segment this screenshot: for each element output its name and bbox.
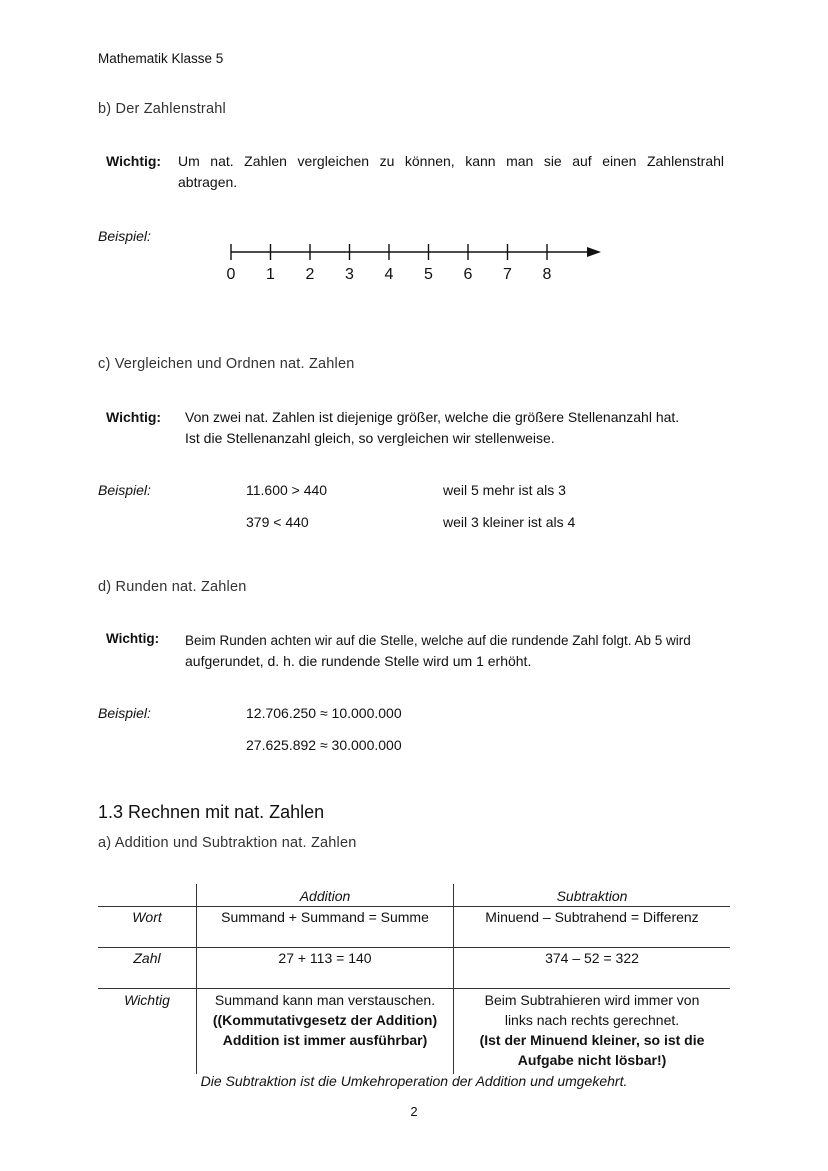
example-d1: 12.706.250 ≈ 10.000.000 <box>246 705 402 721</box>
wichtig-text-b-line2: abtragen. <box>178 174 238 190</box>
add-note-line2: ((Kommutativgesetz der Addition) <box>212 1012 438 1028</box>
sub-note-line2: links nach rechts gerechnet. <box>504 1012 680 1028</box>
sub-note-line3: (Ist der Minuend kleiner, so ist die <box>479 1032 705 1048</box>
wichtig-label-d: Wichtig: <box>106 631 160 646</box>
wichtig-text-b-line1: Um nat. Zahlen vergleichen zu können, kann man sie auf einen Zahlenstrahl <box>178 153 724 169</box>
table-hline-3 <box>98 988 730 989</box>
table-cell-wichtig-subtraktion <box>454 990 730 1070</box>
add-note-line3: Addition ist immer ausführbar) <box>222 1032 428 1048</box>
table-footnote: Die Subtraktion ist die Umkehroperation der Addition und umgekehrt. <box>200 1073 628 1089</box>
number-line-tick-label: 4 <box>384 266 394 283</box>
example-c1-reason: weil 5 mehr ist als 3 <box>443 482 566 498</box>
wichtig-text-c-line1: Von zwei nat. Zahlen ist diejenige größer, welche die größere Stellenanzahl hat. <box>185 409 680 425</box>
number-line-tick-label: 3 <box>345 266 354 283</box>
example-c2-expression: 379 < 440 <box>246 514 309 530</box>
table-cell-wort-subtraktion: Minuend – Subtrahend = Differenz <box>485 909 699 925</box>
chapter-title: 1.3 Rechnen mit nat. Zahlen <box>98 802 325 822</box>
table-row-label-wichtig: Wichtig <box>124 992 170 1008</box>
number-line-tick-label: 0 <box>226 266 236 283</box>
page-header: Mathematik Klasse 5 <box>98 51 224 66</box>
add-note-line1: Summand kann man verstauschen. <box>214 992 436 1008</box>
example-c2-reason: weil 3 kleiner ist als 4 <box>443 514 576 530</box>
number-line-tick-label: 6 <box>463 266 473 283</box>
number-line-tick-label: 1 <box>266 266 275 283</box>
number-line <box>215 238 615 288</box>
table-row-label-wort: Wort <box>132 909 162 925</box>
section-d-title: d) Runden nat. Zahlen <box>98 579 247 595</box>
addition-subtraction-table <box>98 884 730 1074</box>
wichtig-label-c: Wichtig: <box>106 409 162 425</box>
example-c1-expression: 11.600 > 440 <box>246 482 328 498</box>
beispiel-label-b: Beispiel: <box>98 228 151 244</box>
table-cell-zahl-subtraktion: 374 – 52 = 322 <box>545 950 639 966</box>
number-line-tick-label: 2 <box>305 266 315 283</box>
example-d2: 27.625.892 ≈ 30.000.000 <box>246 737 402 753</box>
page-number: 2 <box>410 1104 418 1119</box>
number-line-arrowhead <box>587 247 601 257</box>
number-line-tick-label: 7 <box>503 266 512 283</box>
beispiel-label-c: Beispiel: <box>98 482 151 498</box>
sub-note-line1: Beim Subtrahieren wird immer von <box>484 992 700 1008</box>
table-header-subtraktion: Subtraktion <box>556 888 628 904</box>
table-row-label-zahl: Zahl <box>133 950 161 966</box>
section-b-title: b) Der Zahlenstrahl <box>98 101 226 117</box>
wichtig-label-b: Wichtig: <box>106 153 162 169</box>
table-header-addition: Addition <box>299 888 351 904</box>
table-cell-zahl-addition: 27 + 113 = 140 <box>278 950 372 966</box>
sub-note-line4: Aufgabe nicht lösbar!) <box>517 1052 667 1068</box>
number-line-tick-label: 8 <box>542 266 552 283</box>
wichtig-text-d-line1: Beim Runden achten wir auf die Stelle, welche auf die rundende Zahl folgt. Ab 5 wird <box>185 633 691 648</box>
beispiel-label-d: Beispiel: <box>98 705 151 721</box>
table-cell-wichtig-addition <box>197 990 453 1050</box>
table-cell-wort-addition: Summand + Summand = Summe <box>221 909 429 925</box>
number-line-tick-label: 5 <box>424 266 433 283</box>
wichtig-text-d-line2: aufgerundet, d. h. die rundende Stelle wird um 1 erhöht. <box>185 653 532 669</box>
wichtig-text-c-line2: Ist die Stellenanzahl gleich, so vergleichen wir stellenweise. <box>185 430 555 446</box>
section-c-title: c) Vergleichen und Ordnen nat. Zahlen <box>98 356 355 372</box>
chapter-subtitle: a) Addition und Subtraktion nat. Zahlen <box>98 835 357 851</box>
